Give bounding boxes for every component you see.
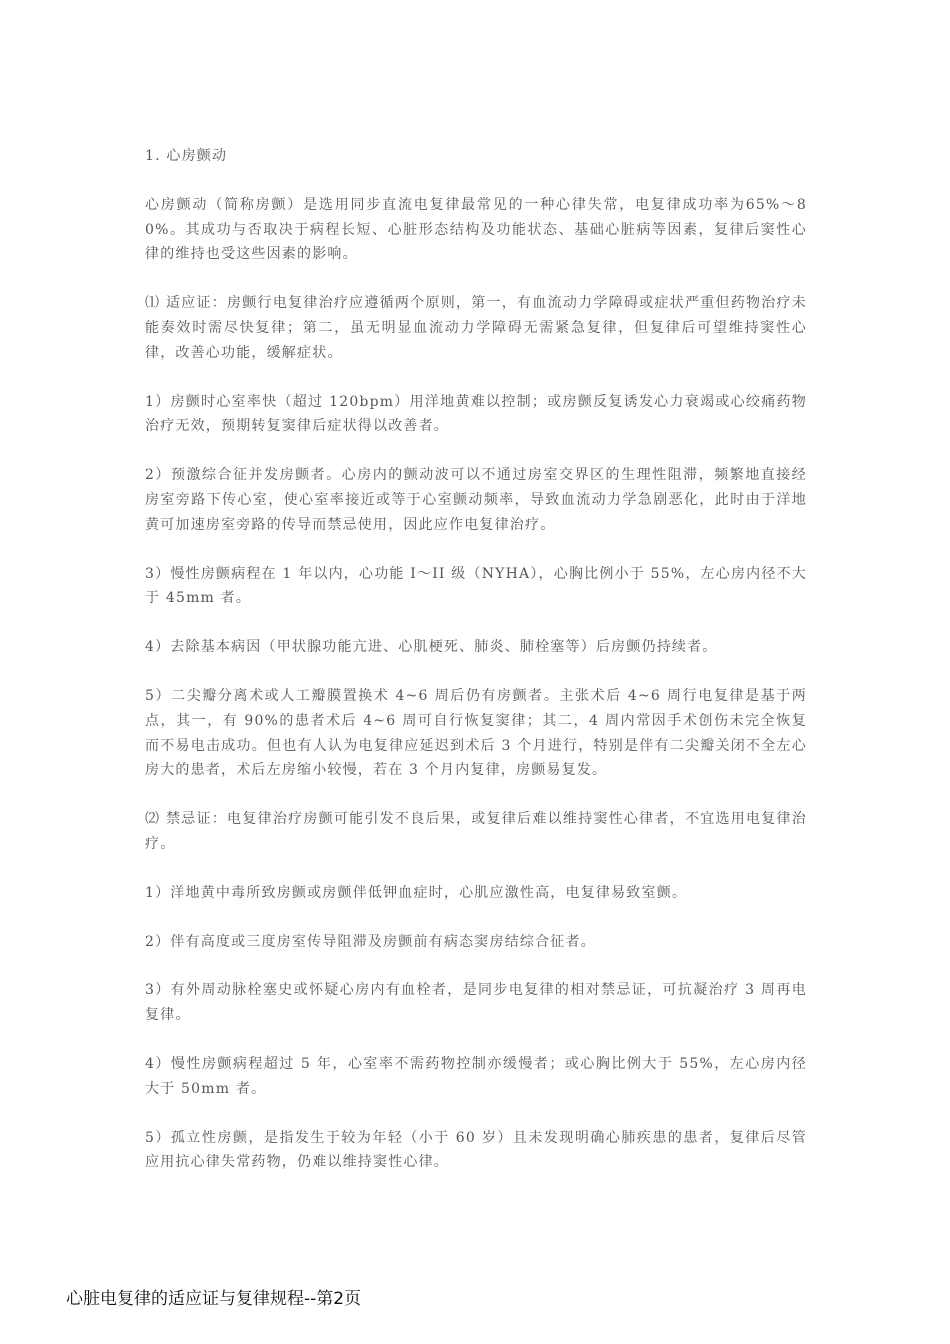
paragraph-contraindication-5: 5）孤立性房颤，是指发生于较为年轻（小于 60 岁）且未发现明确心肺疾患的患者，复律后尽管应用抗心律失常药物，仍难以维持窦性心律。 — [145, 1129, 807, 1171]
document-body — [145, 144, 807, 1175]
paragraph-indication-3: 3）慢性房颤病程在 1 年以内，心功能 I～II 级（NYHA），心胸比例小于 55%，左心房内径不大于 45mm 者。 — [145, 565, 807, 607]
paragraph-contraindication-1: 1）洋地黄中毒所致房颤或房颤伴低钾血症时，心肌应激性高，电复律易致室颤。 — [145, 884, 688, 901]
paragraph-contraindication-3: 3）有外周动脉栓塞史或怀疑心房内有血栓者，是同步电复律的相对禁忌证，可抗凝治疗 3 周再电复律。 — [145, 982, 807, 1024]
paragraph-contraindication-2: 2）伴有高度或三度房室传导阻滞及房颤前有病态窦房结综合征者。 — [145, 933, 596, 950]
paragraph-indication-2: 2）预激综合征并发房颤者。心房内的颤动波可以不通过房室交界区的生理性阻滞，频繁地直接经房室旁路下传心室，使心室率接近或等于心室颤动频率，导致血流动力学急剧恶化，此时由于洋地黄可加速房室旁路的传导而禁忌使用，因此应作电复律治疗。 — [145, 467, 807, 533]
paragraph-intro: 心房颤动（简称房颤）是选用同步直流电复律最常见的一种心律失常，电复律成功率为65%～80%。其成功与否取决于病程长短、心脏形态结构及功能状态、基础心脏病等因素，复律后窦性心律的维持也受这些因素的影响。 — [145, 196, 807, 263]
paragraph-indication-1: 1）房颤时心室率快（超过 120bpm）用洋地黄难以控制；或房颤反复诱发心力衰竭或心绞痛药物治疗无效，预期转复窦律后症状得以改善者。 — [145, 393, 807, 435]
paragraph-contraindications: ⑵ 禁忌证：电复律治疗房颤可能引发不良后果，或复律后难以维持窦性心律者，不宜选用电复律治疗。 — [145, 811, 807, 852]
paragraph-contraindication-4: 4）慢性房颤病程超过 5 年，心室率不需药物控制亦缓慢者；或心胸比例大于 55%，左心房内径大于 50mm 者。 — [145, 1055, 807, 1097]
paragraph-indication-4: 4）去除基本病因（甲状腺功能亢进、心肌梗死、肺炎、肺栓塞等）后房颤仍持续者。 — [145, 639, 718, 656]
page-footer: 心脏电复律的适应证与复律规程--第2页 — [66, 1289, 362, 1309]
paragraph-indication-5: 5）二尖瓣分离术或人工瓣膜置换术 4~6 周后仍有房颤者。主张术后 4~6 周行电复律是基于两点，其一，有 90%的患者术后 4~6 周可自行恢复窦律；其二，4 周内常因手术创伤未完全恢复而不易电击成功。但也有人认为电复律应延迟到术后 3 个月进行，特别是伴有二尖瓣关闭不全左心房大的患者，术后左房缩小较慢，若在 3 个月内复律，房颤易复发。 — [145, 687, 807, 779]
paragraph-indications: ⑴ 适应证：房颤行电复律治疗应遵循两个原则，第一，有血流动力学障碍或症状严重但药物治疗未能奏效时需尽快复律；第二，虽无明显血流动力学障碍无需紧急复律，但复律后可望维持窦性心律，改善心功能，缓解症状。 — [145, 295, 807, 361]
section-heading: 1. 心房颤动 — [145, 148, 228, 164]
